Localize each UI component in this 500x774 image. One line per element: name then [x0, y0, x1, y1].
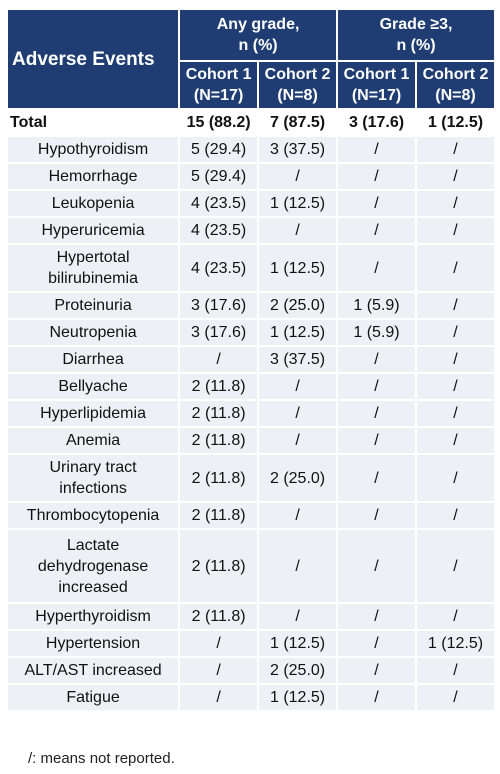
event-name: Urinary tract infections — [8, 455, 178, 501]
event-name: Fatigue — [8, 685, 178, 710]
footnote: /: means not reported. — [28, 750, 175, 767]
event-value: 1 (12.5) — [259, 685, 336, 710]
event-value: / — [417, 245, 494, 291]
table-row — [8, 401, 494, 426]
header-cohort: Cohort 1 (N=17) — [338, 62, 415, 108]
event-name: Bellyache — [8, 374, 178, 399]
event-value: 1 (12.5) — [259, 245, 336, 291]
event-value: 1 (12.5) — [417, 110, 494, 135]
table-row — [8, 604, 494, 629]
event-value: 1 (5.9) — [338, 320, 415, 345]
event-value: 2 (25.0) — [259, 658, 336, 683]
event-value: / — [338, 191, 415, 216]
event-value: 7 (87.5) — [259, 110, 336, 135]
event-name: Proteinuria — [8, 293, 178, 318]
header-any-grade: Any grade, n (%) — [180, 10, 336, 60]
event-value: / — [338, 245, 415, 291]
event-value: 2 (11.8) — [180, 374, 257, 399]
event-value: / — [417, 658, 494, 683]
event-value: 1 (12.5) — [259, 191, 336, 216]
table-row — [8, 658, 494, 683]
event-value: 3 (17.6) — [338, 110, 415, 135]
event-name: Diarrhea — [8, 347, 178, 372]
table-row — [8, 245, 494, 291]
event-value: 2 (11.8) — [180, 530, 257, 602]
event-value: / — [259, 218, 336, 243]
event-value: 2 (11.8) — [180, 401, 257, 426]
event-value: / — [180, 347, 257, 372]
event-name: Hemorrhage — [8, 164, 178, 189]
event-value: 2 (25.0) — [259, 455, 336, 501]
table-row — [8, 218, 494, 243]
event-value: / — [417, 293, 494, 318]
event-value: / — [417, 164, 494, 189]
event-value: 2 (11.8) — [180, 503, 257, 528]
event-value: / — [180, 631, 257, 656]
table-row — [8, 631, 494, 656]
event-value: / — [338, 374, 415, 399]
event-value: 1 (12.5) — [417, 631, 494, 656]
event-value: 2 (11.8) — [180, 428, 257, 453]
event-name: Hyperthyroidism — [8, 604, 178, 629]
event-value: 3 (37.5) — [259, 137, 336, 162]
event-value: / — [259, 428, 336, 453]
event-value: / — [338, 218, 415, 243]
event-name: Anemia — [8, 428, 178, 453]
event-value: / — [417, 374, 494, 399]
event-value: 1 (5.9) — [338, 293, 415, 318]
event-value: / — [338, 455, 415, 501]
table-row — [8, 503, 494, 528]
event-name: Hypothyroidism — [8, 137, 178, 162]
event-value: 5 (29.4) — [180, 164, 257, 189]
event-value: / — [338, 428, 415, 453]
event-value: / — [180, 658, 257, 683]
table-row — [8, 164, 494, 189]
event-value: / — [338, 164, 415, 189]
event-value: / — [417, 137, 494, 162]
event-name: Lactate dehydrogenase increased — [8, 530, 178, 602]
event-value: 4 (23.5) — [180, 245, 257, 291]
event-value: / — [417, 685, 494, 710]
event-value: 5 (29.4) — [180, 137, 257, 162]
event-value: 2 (25.0) — [259, 293, 336, 318]
event-value: / — [417, 191, 494, 216]
event-name: Neutropenia — [8, 320, 178, 345]
event-value: / — [259, 401, 336, 426]
event-value: / — [417, 604, 494, 629]
event-value: / — [417, 320, 494, 345]
adverse-events-table — [6, 8, 496, 712]
event-value: / — [338, 685, 415, 710]
header-cohort: Cohort 2 (N=8) — [417, 62, 494, 108]
event-name: Hypertotal bilirubinemia — [8, 245, 178, 291]
event-value: 1 (12.5) — [259, 631, 336, 656]
event-value: 3 (17.6) — [180, 320, 257, 345]
table-row — [8, 530, 494, 602]
event-value: / — [417, 455, 494, 501]
header-adverse-events: Adverse Events — [8, 10, 178, 108]
event-value: 15 (88.2) — [180, 110, 257, 135]
total-row — [8, 110, 494, 135]
table-row — [8, 685, 494, 710]
table-row — [8, 320, 494, 345]
table-row — [8, 347, 494, 372]
event-name: Total — [8, 110, 178, 135]
event-value: 4 (23.5) — [180, 191, 257, 216]
event-name: ALT/AST increased — [8, 658, 178, 683]
event-value: / — [259, 164, 336, 189]
table-row — [8, 374, 494, 399]
header-cohort: Cohort 2 (N=8) — [259, 62, 336, 108]
event-name: Hyperlipidemia — [8, 401, 178, 426]
table-row — [8, 455, 494, 501]
event-value: / — [417, 347, 494, 372]
event-value: / — [338, 604, 415, 629]
event-value: / — [338, 530, 415, 602]
event-value: / — [338, 503, 415, 528]
event-name: Thrombocytopenia — [8, 503, 178, 528]
table-row — [8, 428, 494, 453]
table-body — [8, 110, 494, 710]
event-value: / — [417, 428, 494, 453]
event-value: 1 (12.5) — [259, 320, 336, 345]
event-value: / — [417, 218, 494, 243]
event-value: 4 (23.5) — [180, 218, 257, 243]
event-name: Leukopenia — [8, 191, 178, 216]
event-value: / — [338, 347, 415, 372]
event-value: / — [338, 658, 415, 683]
table-row — [8, 137, 494, 162]
table-row — [8, 293, 494, 318]
event-value: 3 (17.6) — [180, 293, 257, 318]
event-value: / — [417, 401, 494, 426]
adverse-events-table-container — [6, 8, 496, 712]
header-grade3: Grade ≥3, n (%) — [338, 10, 494, 60]
event-value: / — [338, 631, 415, 656]
event-value: / — [338, 401, 415, 426]
event-value: / — [259, 604, 336, 629]
table-row — [8, 191, 494, 216]
event-value: 2 (11.8) — [180, 604, 257, 629]
event-value: 2 (11.8) — [180, 455, 257, 501]
event-value: / — [180, 685, 257, 710]
event-name: Hypertension — [8, 631, 178, 656]
event-value: / — [259, 503, 336, 528]
event-value: / — [417, 530, 494, 602]
event-value: / — [259, 530, 336, 602]
event-value: / — [417, 503, 494, 528]
event-value: / — [259, 374, 336, 399]
event-name: Hyperuricemia — [8, 218, 178, 243]
event-value: 3 (37.5) — [259, 347, 336, 372]
event-value: / — [338, 137, 415, 162]
table-header — [8, 10, 494, 108]
header-cohort: Cohort 1 (N=17) — [180, 62, 257, 108]
